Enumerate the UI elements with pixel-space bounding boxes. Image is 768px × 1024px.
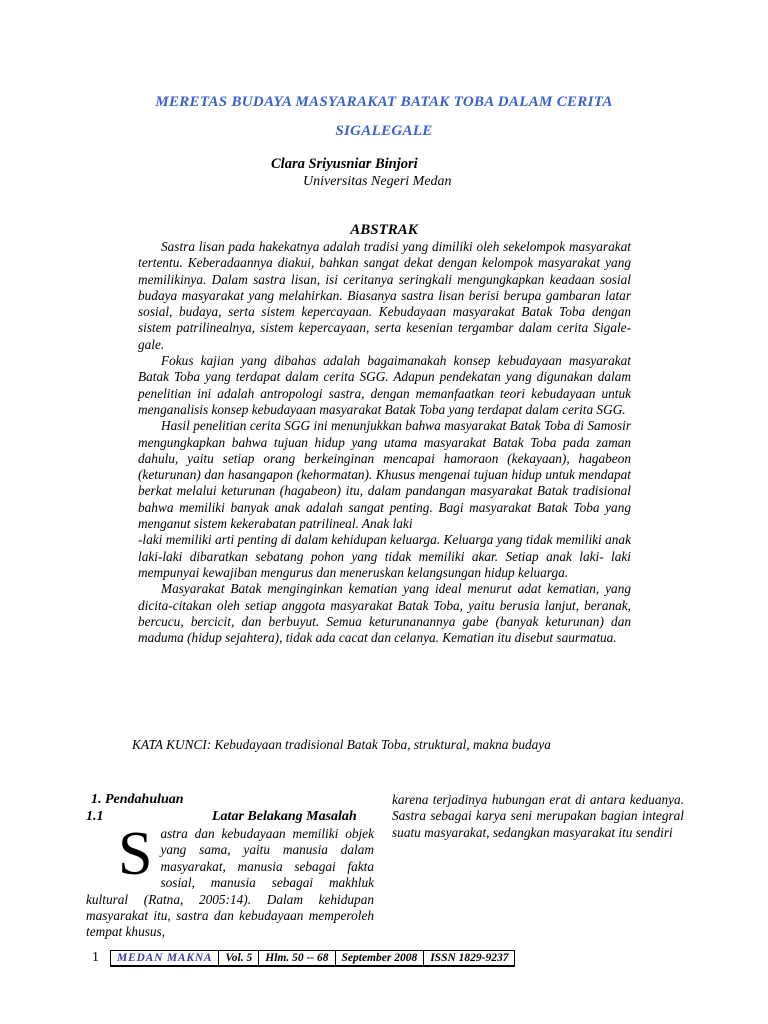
journal-pages: Hlm. 50 -- 68 — [259, 951, 335, 967]
journal-date: September 2008 — [335, 951, 424, 967]
journal-issn: ISSN 1829-9237 — [424, 951, 515, 967]
section-heading: 1. Pendahuluan — [91, 792, 184, 807]
right-column — [392, 792, 684, 841]
page-number: 1 — [92, 950, 99, 965]
journal-volume: Vol. 5 — [219, 951, 259, 967]
author-affiliation: Universitas Negeri Medan — [303, 174, 452, 189]
abstract-paragraph: -laki memiliki arti penting di dalam kehidupan keluarga. Keluarga yang tidak memiliki anak laki-laki dibaratkan sebatang pohon yang tidak memiliki akar. Setiap anak laki- laki mempunyai kewajiban mengurus dan meneruskan kelangsungan hidup keluarga. — [138, 532, 631, 580]
abstract-paragraph: Hasil penelitian cerita SGG ini menunjukkan bahwa masyarakat Batak Toba di Samosir mengungkapkan bahwa tujuan hidup yang utama masyarakat Batak Toba pada zaman dahulu, yaitu setiap orang berkeinginan mencapai hamoraon (kekayaan), hagabeon (keturunan) dan hasangapon (kehormatan). Khusus mengenai tujuan hidup untuk mendapat berkat melalui keturunan (hagabeon) itu, dalam pandangan masyarakat Batak tradisional bahwa memiliki banyak anak adalah sangat penting. Bagi masyarakat Batak Toba yang menganut sistem kekerabatan patrilineal. Anak laki — [138, 418, 631, 532]
abstract-paragraph: Sastra lisan pada hakekatnya adalah tradisi yang dimiliki oleh sekelompok masyarakat tertentu. Keberadaannya diakui, bahkan sangat dekat dengan kelompok masyarakat yang memilikinya. Dalam sastra lisan, isi ceritanya seringkali mengungkapkan keadaan sosial budaya masyarakat yang melahirkan. Biasanya sastra lisan berisi berupa gambaran latar sosial, budaya, serta sistem kepercayaan. Kebudayaan masyarakat Batak Toba dengan sistem patrilinealnya, sistem kepercayaan, serta kesenian tergambar dalam cerita Sigale-gale. — [138, 239, 631, 352]
keywords: KATA KUNCI: Kebudayaan tradisional Batak Toba, struktural, makna budaya — [132, 737, 551, 752]
subsection-title: Latar Belakang Masalah — [212, 809, 357, 824]
drop-cap: S — [118, 820, 153, 888]
abstract-paragraph: Fokus kajian yang dibahas adalah bagaimanakah konsep kebudayaan masyarakat Batak Toba yang terdapat dalam cerita SGG. Adapun pendekatan yang digunakan dalam penelitian ini adalah antropologi sastra, dengan memanfaatkan teori kebudayaan untuk menganalisis konsep kebudayaan masyarakat Batak Toba yang terdapat dalam cerita SGG. — [138, 353, 631, 417]
abstract-paragraph: Masyarakat Batak menginginkan kematian yang ideal menurut adat kematian, yang dicita-citakan oleh setiap anggota masyarakat Batak Toba, yaitu berusia lanjut, beranak, bercucu, bercicit, dan berbuyut. Semua keturunanannya gabe (banyak keturunan) dan maduma (hidup sejahtera), tidak ada cacat dan celanya. Kematian itu disebut saurmatua. — [138, 581, 631, 646]
subsection-number: 1.1 — [86, 809, 104, 824]
journal-info-table — [110, 950, 515, 967]
title-line-2: SIGALEGALE — [335, 123, 433, 139]
article-title — [100, 88, 668, 146]
right-column-text: karena terjadinya hubungan erat di antara keduanya. Sastra sebagai karya seni merupakan bagian integral suatu masyarakat, sedangkan masyarakat itu sendiri — [392, 792, 684, 840]
title-line-1: MERETAS BUDAYA MASYARAKAT BATAK TOBA DALAM CERITA — [155, 94, 613, 110]
abstract-heading: ABSTRAK — [350, 222, 418, 238]
left-column-text: astra dan kebudayaan memiliki objek yang sama, yaitu manusia dalam masyarakat, manusia sebagai fakta sosial, manusia sebagai makhluk kultural (Ratna, 2005:14). Dalam kehidupan masyarakat itu, sastra dan kebudayaan memperoleh tempat khusus, — [86, 826, 374, 940]
journal-name: MEDAN MAKNA — [111, 951, 219, 967]
author-name: Clara Sriyusniar Binjori — [271, 156, 418, 172]
left-column — [86, 820, 374, 941]
abstract-body — [138, 239, 631, 646]
